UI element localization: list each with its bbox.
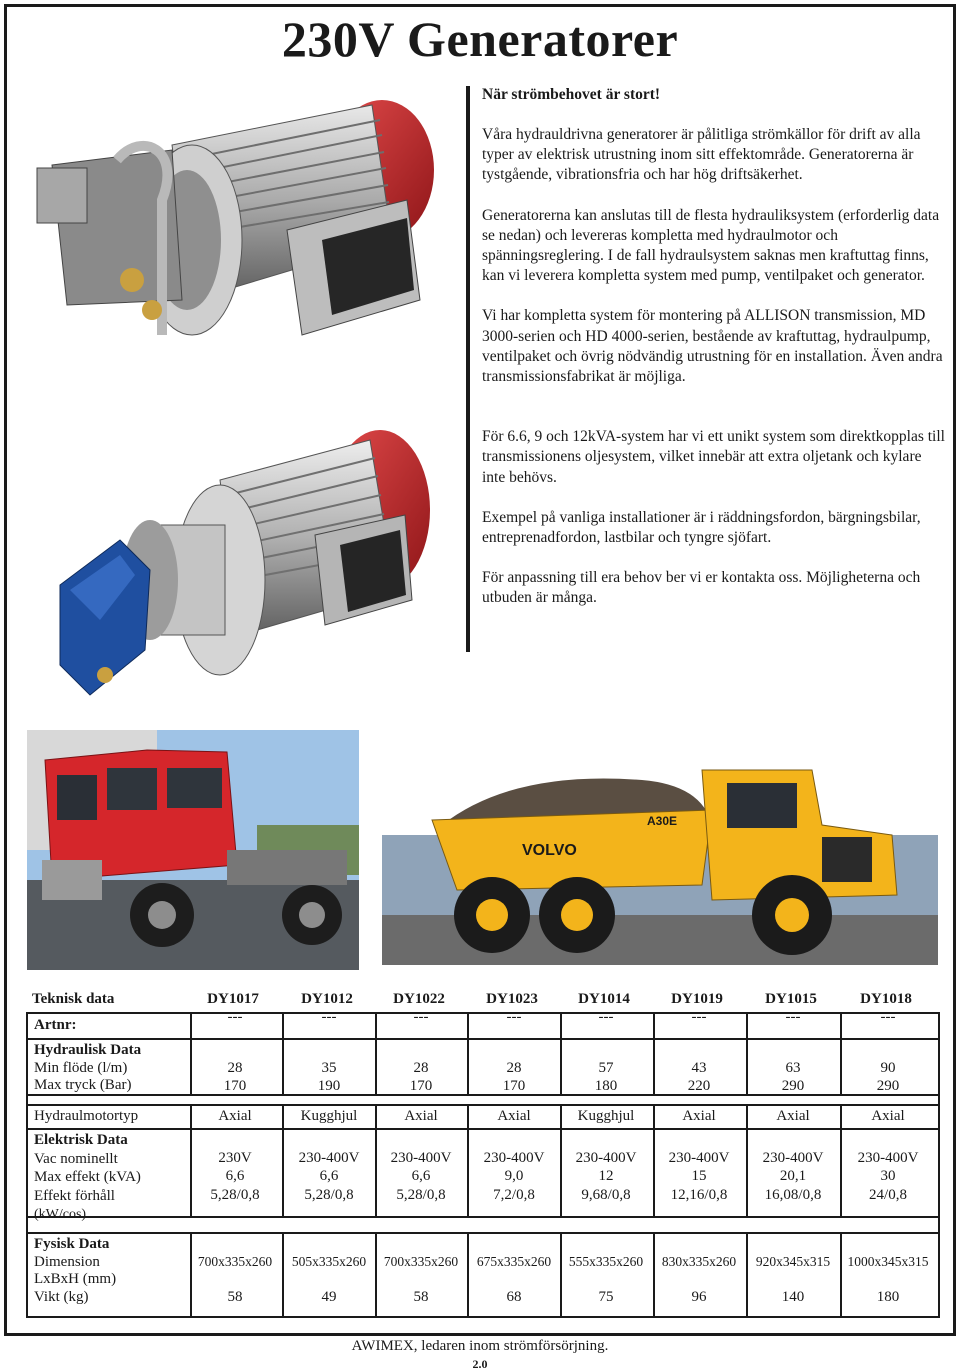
hydraulic-cell: 28 170 [223, 1060, 247, 1094]
effect-unit: (kW/cos) [34, 1207, 87, 1222]
generator-image-1 [22, 90, 442, 350]
motortype-cell: Kugghjul [300, 1108, 358, 1124]
weight-cell: 180 [876, 1289, 900, 1305]
hydraulic-cell: 57 180 [594, 1060, 618, 1094]
artnr-cell: --- [598, 1009, 614, 1025]
weight-cell: 96 [691, 1289, 707, 1305]
spec-grid [26, 1009, 940, 1318]
dimension-cell: 830x335x260 [661, 1254, 737, 1269]
row-divider [28, 1232, 938, 1234]
electric-cell: 230-400V 15 12,16/0,8 [668, 1150, 730, 1203]
motortype-label: Hydraulmotortyp [34, 1108, 139, 1124]
intro-paragraph-6: För anpassning till era behov ber vi er kontakta oss. Möjligheterna och utbuden är många. [482, 569, 921, 607]
weight-cell: 58 [413, 1289, 429, 1305]
model-header: DY1018 [860, 991, 912, 1007]
model-header: DY1019 [671, 991, 723, 1007]
weight-cell: 140 [781, 1289, 805, 1305]
intro-paragraph-1: Våra hydrauldrivna generatorer är pålitliga strömkällor för drift av alla typer av elektrisk utrustning inom sitt effektområde. Generatorerna är tystgående, vibrationsfria och har hög driftsäkerhet. [482, 126, 921, 184]
intro-text-column [466, 86, 946, 652]
row-gap [28, 1096, 938, 1104]
dumper-brand-text: VOLVO [522, 842, 577, 859]
intro-paragraph-3: Vi har kompletta system för montering på ALLISON transmission, MD 3000-serien och HD 4000-serien, bestående av kraftuttag, hydraulpump, ventilpaket och övrig nödvändig utrustning för en installation. Även andra transmissionsfabrikat är möjliga. [482, 307, 943, 386]
flow-label: Min flöde (l/m) [34, 1059, 128, 1076]
hydraulic-cell: 63 290 [781, 1060, 805, 1094]
footer-tagline: AWIMEX, ledaren inom strömförsörjning. [351, 1338, 609, 1354]
electric-cell: 230-400V 6,6 5,28/0,8 [298, 1150, 360, 1203]
weight-cell: 58 [227, 1289, 243, 1305]
weight-label: Vikt (kg) [34, 1288, 89, 1305]
dimension-label: Dimension [34, 1253, 100, 1270]
dumper-image [382, 765, 938, 965]
artnr-label: Artnr: [34, 1017, 77, 1033]
dimension-cell: 700x335x260 [383, 1254, 459, 1269]
electric-labels [34, 1131, 141, 1225]
fire-truck-image [27, 730, 359, 970]
weight-cell: 68 [506, 1289, 522, 1305]
row-gap [28, 1218, 938, 1232]
motortype-cell: Axial [404, 1108, 438, 1124]
dimension-cell: 700x335x260 [197, 1254, 273, 1269]
dimension-cell: 920x345x315 [755, 1254, 831, 1269]
electric-cell: 230-400V 12 9,68/0,8 [575, 1150, 637, 1203]
artnr-cell: --- [227, 1009, 243, 1025]
model-header: DY1023 [486, 991, 538, 1007]
motortype-cell: Axial [776, 1108, 810, 1124]
intro-paragraph-4: För 6.6, 9 och 12kVA-system har vi ett unikt system som direktkopplas till transmissionens oljesystem, vilket innebär att extra oljetank och kylare inte behövs. [482, 428, 945, 486]
hydraulic-labels [34, 1042, 141, 1095]
model-header: DY1015 [765, 991, 817, 1007]
spec-header-label: Teknisk data [32, 991, 115, 1007]
footer-version: 2.0 [472, 1357, 488, 1371]
generator-image-2 [50, 420, 440, 700]
electric-cell: 230-400V 6,6 5,28/0,8 [390, 1150, 452, 1203]
hydraulic-cell: 35 190 [317, 1060, 341, 1094]
intro-lead: När strömbehovet är stort! [482, 86, 661, 103]
electric-cell: 230-400V 9,0 7,2/0,8 [483, 1150, 545, 1203]
dimension-unit: LxBxH (mm) [34, 1271, 117, 1287]
dimension-cell: 505x335x260 [291, 1254, 367, 1269]
hydraulic-cell: 28 170 [409, 1060, 433, 1094]
dimension-cell: 1000x345x315 [847, 1254, 929, 1269]
effect-label: Effekt förhåll [34, 1187, 115, 1204]
electric-cell: 230-400V 20,1 16,08/0,8 [762, 1150, 824, 1203]
weight-cell: 49 [321, 1289, 337, 1305]
dumper-model-text: A30E [647, 814, 678, 828]
hydraulic-cell: 43 220 [687, 1060, 711, 1094]
model-header: DY1014 [578, 991, 630, 1007]
physical-labels [34, 1236, 116, 1306]
electric-heading: Elektrisk Data [34, 1132, 128, 1148]
model-header: DY1022 [393, 991, 445, 1007]
intro-paragraph-5: Exempel på vanliga installationer är i räddningsfordon, bärgningsbilar, entreprenadfordon, lastbilar och tyngre sjöfart. [482, 508, 921, 547]
row-divider [28, 1216, 938, 1218]
pressure-label: Max tryck (Bar) [34, 1077, 132, 1093]
artnr-cell: --- [880, 1009, 896, 1025]
dimension-cell: 675x335x260 [476, 1254, 552, 1269]
row-divider [28, 1104, 938, 1106]
artnr-cell: --- [785, 1009, 801, 1025]
footer [0, 1338, 960, 1372]
row-divider [28, 1038, 938, 1040]
motortype-cell: Kugghjul [577, 1108, 635, 1124]
hydraulic-heading: Hydraulisk Data [34, 1042, 142, 1058]
electric-cell: 230V 6,6 5,28/0,8 [210, 1150, 260, 1203]
artnr-cell: --- [506, 1009, 522, 1025]
model-header: DY1012 [301, 991, 353, 1007]
dimension-cell: 555x335x260 [568, 1254, 644, 1269]
artnr-cell: --- [691, 1009, 707, 1025]
page-title: 230V Generatorer [281, 11, 679, 67]
model-header: DY1017 [207, 991, 259, 1007]
motortype-cell: Axial [218, 1108, 252, 1124]
hydraulic-cell: 90 290 [876, 1060, 900, 1094]
weight-cell: 75 [598, 1289, 614, 1305]
motortype-cell: Axial [682, 1108, 716, 1124]
power-label: Max effekt (kVA) [34, 1169, 141, 1185]
motortype-cell: Axial [497, 1108, 531, 1124]
artnr-cell: --- [321, 1009, 337, 1025]
row-divider [28, 1128, 938, 1130]
artnr-cell: --- [413, 1009, 429, 1025]
vac-label: Vac nominellt [34, 1150, 118, 1167]
motortype-cell: Axial [871, 1108, 905, 1124]
electric-cell: 230-400V 30 24/0,8 [857, 1150, 919, 1203]
intro-paragraph-2: Generatorerna kan anslutas till de flesta hydrauliksystem (erforderlig data se nedan) och levereras kompletta med hydraulmotor och spänningsreglering. I de fall hydraulsystem saknas men kraftuttag finns, kan vi leverera kompletta system med pump, ventilpaket och generator. [482, 206, 940, 285]
hydraulic-cell: 28 170 [502, 1060, 526, 1094]
physical-heading: Fysisk Data [34, 1236, 110, 1252]
